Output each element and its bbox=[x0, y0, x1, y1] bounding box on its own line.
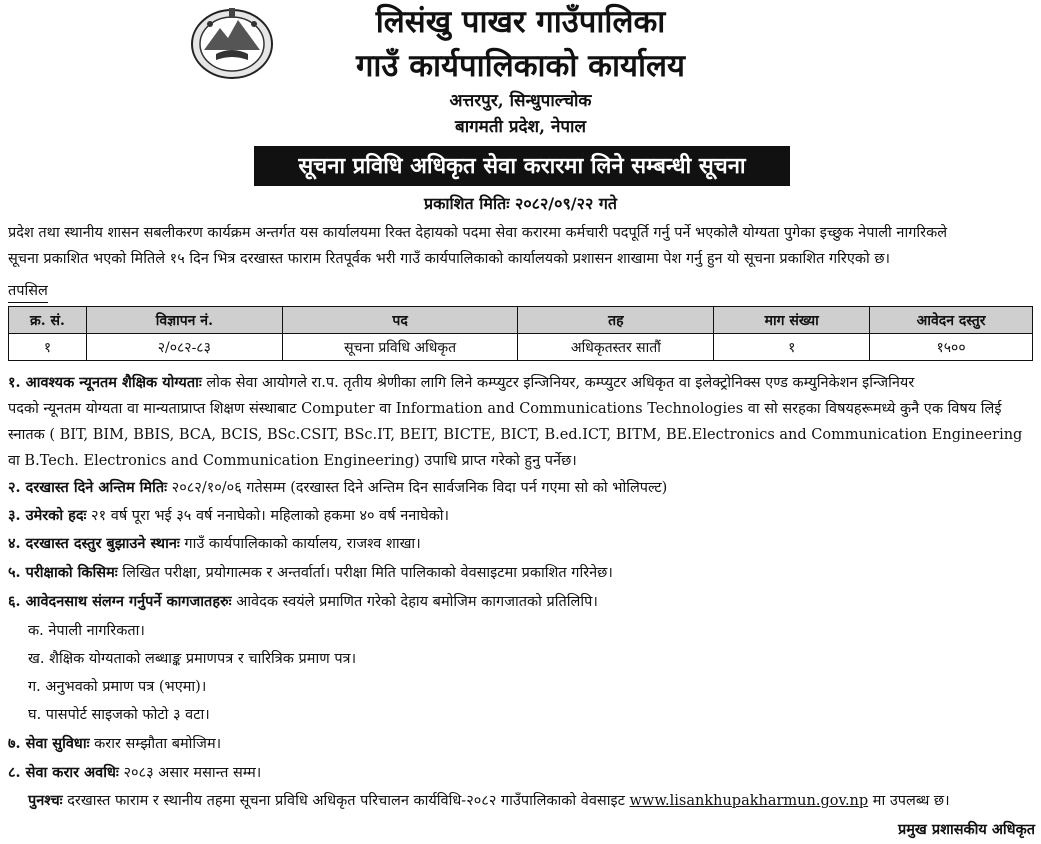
item-text: गाउँ कार्यपालिकाको कार्यालय, राजश्व शाखा। bbox=[179, 536, 421, 552]
item-contract-period bbox=[8, 760, 261, 786]
list-item: क. नेपाली नागरिकता। bbox=[28, 623, 145, 639]
intro-paragraph bbox=[8, 220, 1034, 272]
table-row bbox=[9, 334, 1033, 361]
item-label: १. आवश्यक न्यूनतम शैक्षिक योग्यताः bbox=[8, 374, 202, 391]
item-text: २०८२/१०/०६ गतेसम्म (दरखास्त दिने अन्तिम दिन सार्वजनिक विदा पर्न गएमा सो को भोलिपल्ट) bbox=[167, 480, 668, 496]
header-level: तह bbox=[518, 307, 714, 334]
item-text: लिखित परीक्षा, प्रयोगात्मक र अन्तर्वार्ता। परीक्षा मिति पालिकाको वेवसाइटमा प्रकाशित गरिनेछ। bbox=[117, 565, 613, 581]
item-facilities bbox=[8, 731, 221, 757]
cell-ad-number: २/०८२-८३ bbox=[86, 334, 282, 361]
office-name: गाउँ कार्यपालिकाको कार्यालय bbox=[355, 48, 686, 84]
intro-line-2: सूचना प्रकाशित भएको मितिले १५ दिन भित्र दरखास्त फाराम रितपूर्वक भरी गाउँ कार्यपालिकाको कार्यालयको प्रशासन शाखामा पेश गर्नु हुन यो सूचना प्रकाशित गरिएको छ। bbox=[8, 251, 891, 267]
item-qualification-line: वा B.Tech. Electronics and Communication Engineering) उपाधि प्राप्त गरेको हुनु पर्नेछ। bbox=[8, 453, 577, 469]
cell-fee: १५०० bbox=[870, 334, 1033, 361]
municipality-name: लिसंखु पाखर गाउँपालिका bbox=[375, 4, 666, 40]
list-item: घ. पासपोर्ट साइजको फोटो ३ वटा। bbox=[28, 707, 210, 723]
header-ad-number: विज्ञापन नं. bbox=[86, 307, 282, 334]
list-item: ग. अनुभवको प्रमाण पत्र (भएमा)। bbox=[28, 679, 207, 695]
item-text: लोक सेवा आयोगले रा.प. तृतीय श्रेणीका लागि लिने कम्प्युटर इन्जिनियर, कम्प्युटर अधिकृत वा इलेक्ट्रोनिक्स एण्ड कम्युनिकेशन इन्जिनियर bbox=[201, 375, 915, 391]
list-item: ख. शैक्षिक योग्यताको लब्धाङ्क प्रमाणपत्र र चारित्रिक प्रमाण पत्र। bbox=[28, 651, 357, 667]
item-deadline bbox=[8, 475, 667, 501]
header-fee: आवेदन दस्तुर bbox=[870, 307, 1033, 334]
vacancy-table bbox=[8, 306, 1033, 361]
item-text: २१ वर्ष पूरा भई ३५ वर्ष ननाघेको। महिलाको हकमा ४० वर्ष ननाघेको। bbox=[86, 508, 450, 524]
header-serial: क्र. सं. bbox=[9, 307, 87, 334]
cell-demand-count: १ bbox=[714, 334, 870, 361]
note-text: दरखास्त फाराम र स्थानीय तहमा सूचना प्रविधि अधिकृत परिचालन कार्यविधि-२०८२ गाउँपालिकाको वेवसाइट bbox=[62, 793, 630, 809]
address-line-2: बागमती प्रदेश, नेपाल bbox=[455, 117, 586, 137]
item-text: आवेदक स्वयंले प्रमाणित गरेको देहाय बमोजिम कागजातको प्रतिलिपि। bbox=[231, 594, 598, 610]
item-label: ६. आवेदनसाथ संलग्न गर्नुपर्ने कागजातहरुः bbox=[8, 593, 232, 610]
address-line-1: अत्तरपुर, सिन्धुपाल्चोक bbox=[449, 91, 592, 111]
item-documents bbox=[8, 589, 598, 615]
published-date: प्रकाशित मितिः २०८२/०९/२२ गते bbox=[424, 194, 617, 213]
item-exam-type bbox=[8, 560, 613, 586]
item-label: ७. सेवा सुविधाः bbox=[8, 735, 90, 752]
note-label: पुनश्चः bbox=[28, 792, 63, 809]
signature-title: प्रमुख प्रशासकीय अधिकृत bbox=[898, 821, 1035, 838]
item-age-limit bbox=[8, 503, 449, 529]
item-text: २०८३ असार मसान्त सम्म। bbox=[118, 765, 262, 781]
item-qualification-line: स्नातक ( BIT, BIM, BBIS, BCA, BCIS, BSc.CSIT, BSc.IT, BEIT, BICTE, BICT, B.ed.ICT, BITM, BE.Electronics and Communication Engineering bbox=[8, 427, 1023, 443]
item-fee-place bbox=[8, 531, 421, 557]
item-label: ५. परीक्षाको किसिमः bbox=[8, 564, 118, 581]
item-label: ८. सेवा करार अवधिः bbox=[8, 764, 119, 781]
note-tail: मा उपलब्ध छ। bbox=[868, 793, 950, 809]
note-line bbox=[28, 788, 950, 814]
website-link[interactable]: www.lisankhupakharmun.gov.np bbox=[629, 793, 869, 809]
item-label: ३. उमेरको हदः bbox=[8, 507, 87, 524]
item-text: करार सम्झौता बमोजिम। bbox=[89, 736, 222, 752]
header-demand-count: माग संख्या bbox=[714, 307, 870, 334]
item-qualification bbox=[8, 370, 914, 396]
cell-post: सूचना प्रविधि अधिकृत bbox=[282, 334, 518, 361]
tapsil-label: तपसिल bbox=[8, 280, 48, 303]
item-label: २. दरखास्त दिने अन्तिम मितिः bbox=[8, 479, 168, 496]
item-qualification-line: पदको न्यूनतम योग्यता वा मान्यताप्राप्त शिक्षण संस्थाबाट Computer वा Information and Communications Technologies वा सो सरहका विषयहरूमध्ये कुनै एक विषय लिई bbox=[8, 401, 1002, 417]
header-post: पद bbox=[282, 307, 518, 334]
table-header-row bbox=[9, 307, 1033, 334]
notice-title: सूचना प्रविधि अधिकृत सेवा करारमा लिने सम्बन्धी सूचना bbox=[254, 146, 790, 186]
cell-serial: १ bbox=[9, 334, 87, 361]
item-label: ४. दरखास्त दस्तुर बुझाउने स्थानः bbox=[8, 535, 180, 552]
cell-level: अधिकृतस्तर सातौं bbox=[518, 334, 714, 361]
intro-line-1: प्रदेश तथा स्थानीय शासन सबलीकरण कार्यक्रम अन्तर्गत यस कार्यालयमा रिक्त देहायको पदमा सेवा करारमा कर्मचारी पदपूर्ति गर्नु पर्ने भएकोलै योग्यता पुगेका इच्छुक नेपाली नागरिकले bbox=[8, 225, 948, 241]
